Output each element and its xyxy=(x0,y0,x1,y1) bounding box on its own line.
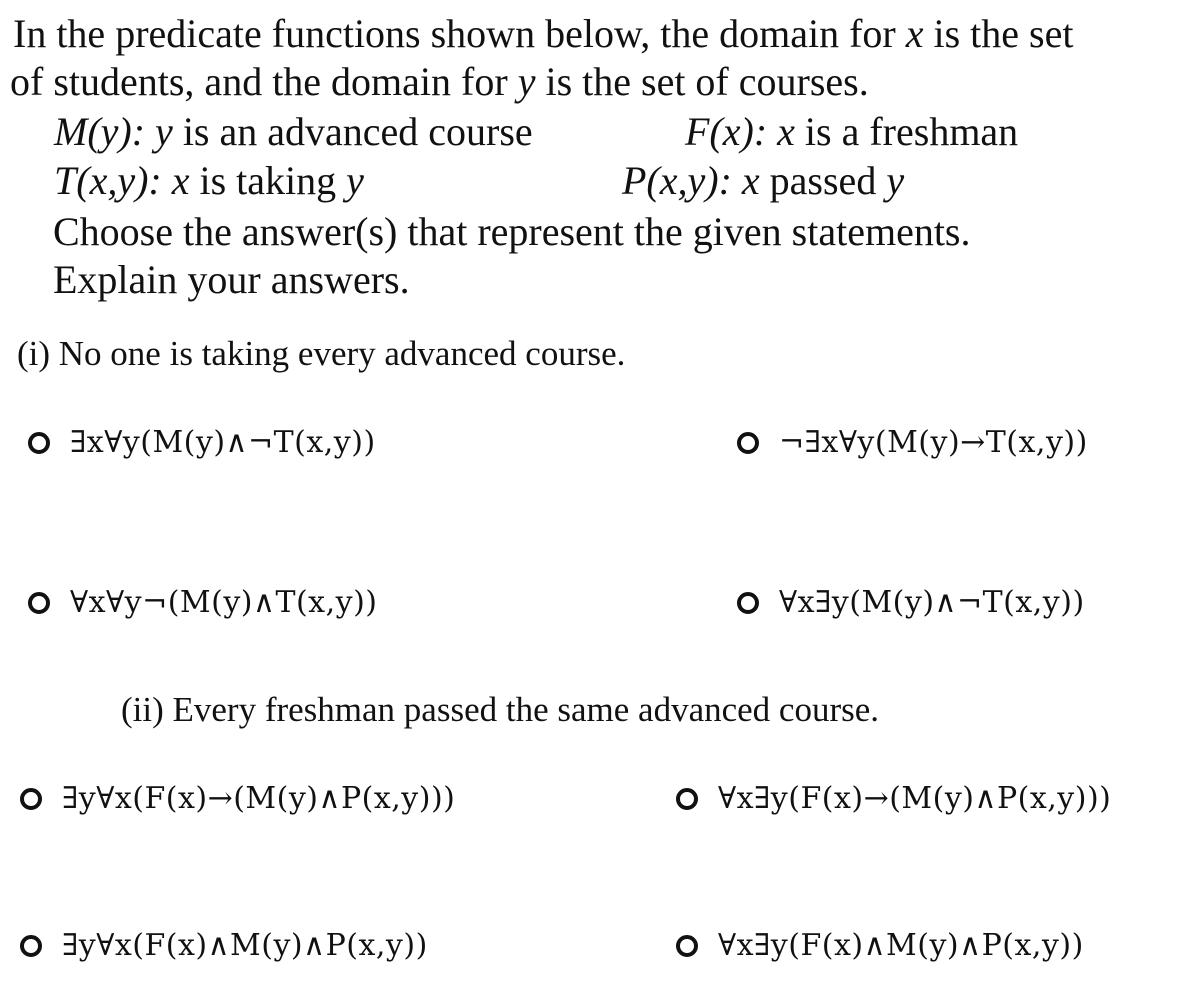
intro-y-variable: y xyxy=(517,59,536,104)
radio-circle-icon[interactable] xyxy=(28,432,50,454)
q1-option-c[interactable] xyxy=(28,585,377,620)
radio-circle-icon[interactable] xyxy=(737,432,759,454)
predicate-m-signature: M(y): xyxy=(54,109,146,154)
q1-option-b-formula: ¬∃x∀y(M(y)→T(x,y)) xyxy=(779,425,1088,460)
predicate-f-description: is a freshman xyxy=(794,109,1019,154)
predicate-f xyxy=(685,108,1018,156)
q1-option-a-formula: ∃x∀y(M(y)∧¬T(x,y)) xyxy=(70,425,376,460)
q2-option-b[interactable] xyxy=(676,781,1111,816)
predicate-m-description: is an advanced course xyxy=(172,109,533,154)
question-1-title: (i) No one is taking every advanced course. xyxy=(17,334,626,373)
q2-option-b-formula: ∀x∃y(F(x)→(M(y)∧P(x,y))) xyxy=(718,781,1112,816)
radio-circle-icon[interactable] xyxy=(737,592,759,614)
predicate-p-description: passed xyxy=(759,158,887,203)
intro-line-2 xyxy=(10,58,869,106)
predicate-t-signature: T(x,y): xyxy=(54,158,162,203)
q2-option-d-formula: ∀x∃y(F(x)∧M(y)∧P(x,y)) xyxy=(718,928,1084,963)
predicate-p xyxy=(622,157,904,205)
q2-option-c-formula: ∃y∀x(F(x)∧M(y)∧P(x,y)) xyxy=(62,928,428,963)
radio-circle-icon[interactable] xyxy=(676,935,698,957)
q2-option-c[interactable] xyxy=(20,928,428,963)
q1-option-d[interactable] xyxy=(737,585,1085,620)
instructions-line-1: Choose the answer(s) that represent the given statements. xyxy=(53,209,971,254)
predicate-p-variable: x xyxy=(741,158,760,203)
predicate-t-description: is taking xyxy=(189,158,347,203)
intro-x-variable: x xyxy=(905,11,924,56)
instructions-line-2: Explain your answers. xyxy=(53,257,410,302)
q1-option-c-formula: ∀x∀y¬(M(y)∧T(x,y)) xyxy=(70,585,378,620)
predicate-f-variable: x xyxy=(777,109,795,154)
q1-option-a[interactable] xyxy=(28,425,376,460)
predicate-t xyxy=(54,157,364,205)
q2-option-d[interactable] xyxy=(676,928,1084,963)
q1-option-d-formula: ∀x∃y(M(y)∧¬T(x,y)) xyxy=(779,585,1085,620)
intro-line-1 xyxy=(13,10,1073,58)
predicate-t-variable-2: y xyxy=(346,158,364,203)
radio-circle-icon[interactable] xyxy=(28,592,50,614)
predicate-p-variable-2: y xyxy=(886,158,905,203)
predicate-p-signature: P(x,y): xyxy=(622,158,732,203)
intro-line-1-start: In the predicate functions shown below, the domain for xyxy=(13,11,906,56)
radio-circle-icon[interactable] xyxy=(20,935,42,957)
radio-circle-icon[interactable] xyxy=(20,788,42,810)
q2-option-a[interactable] xyxy=(20,781,455,816)
q1-option-b[interactable] xyxy=(737,425,1088,460)
question-2-title: (ii) Every freshman passed the same advanced course. xyxy=(121,690,880,729)
radio-circle-icon[interactable] xyxy=(676,788,698,810)
predicate-m-variable: y xyxy=(155,109,173,154)
q2-option-a-formula: ∃y∀x(F(x)→(M(y)∧P(x,y))) xyxy=(62,781,456,816)
predicate-f-signature: F(x): xyxy=(685,109,768,154)
predicate-t-variable: x xyxy=(171,158,190,203)
predicate-m xyxy=(54,108,533,156)
intro-line-2-start: of students, and the domain for xyxy=(10,59,518,104)
intro-line-2-end: is the set of courses. xyxy=(535,59,869,104)
intro-line-1-end: is the set xyxy=(923,11,1074,56)
